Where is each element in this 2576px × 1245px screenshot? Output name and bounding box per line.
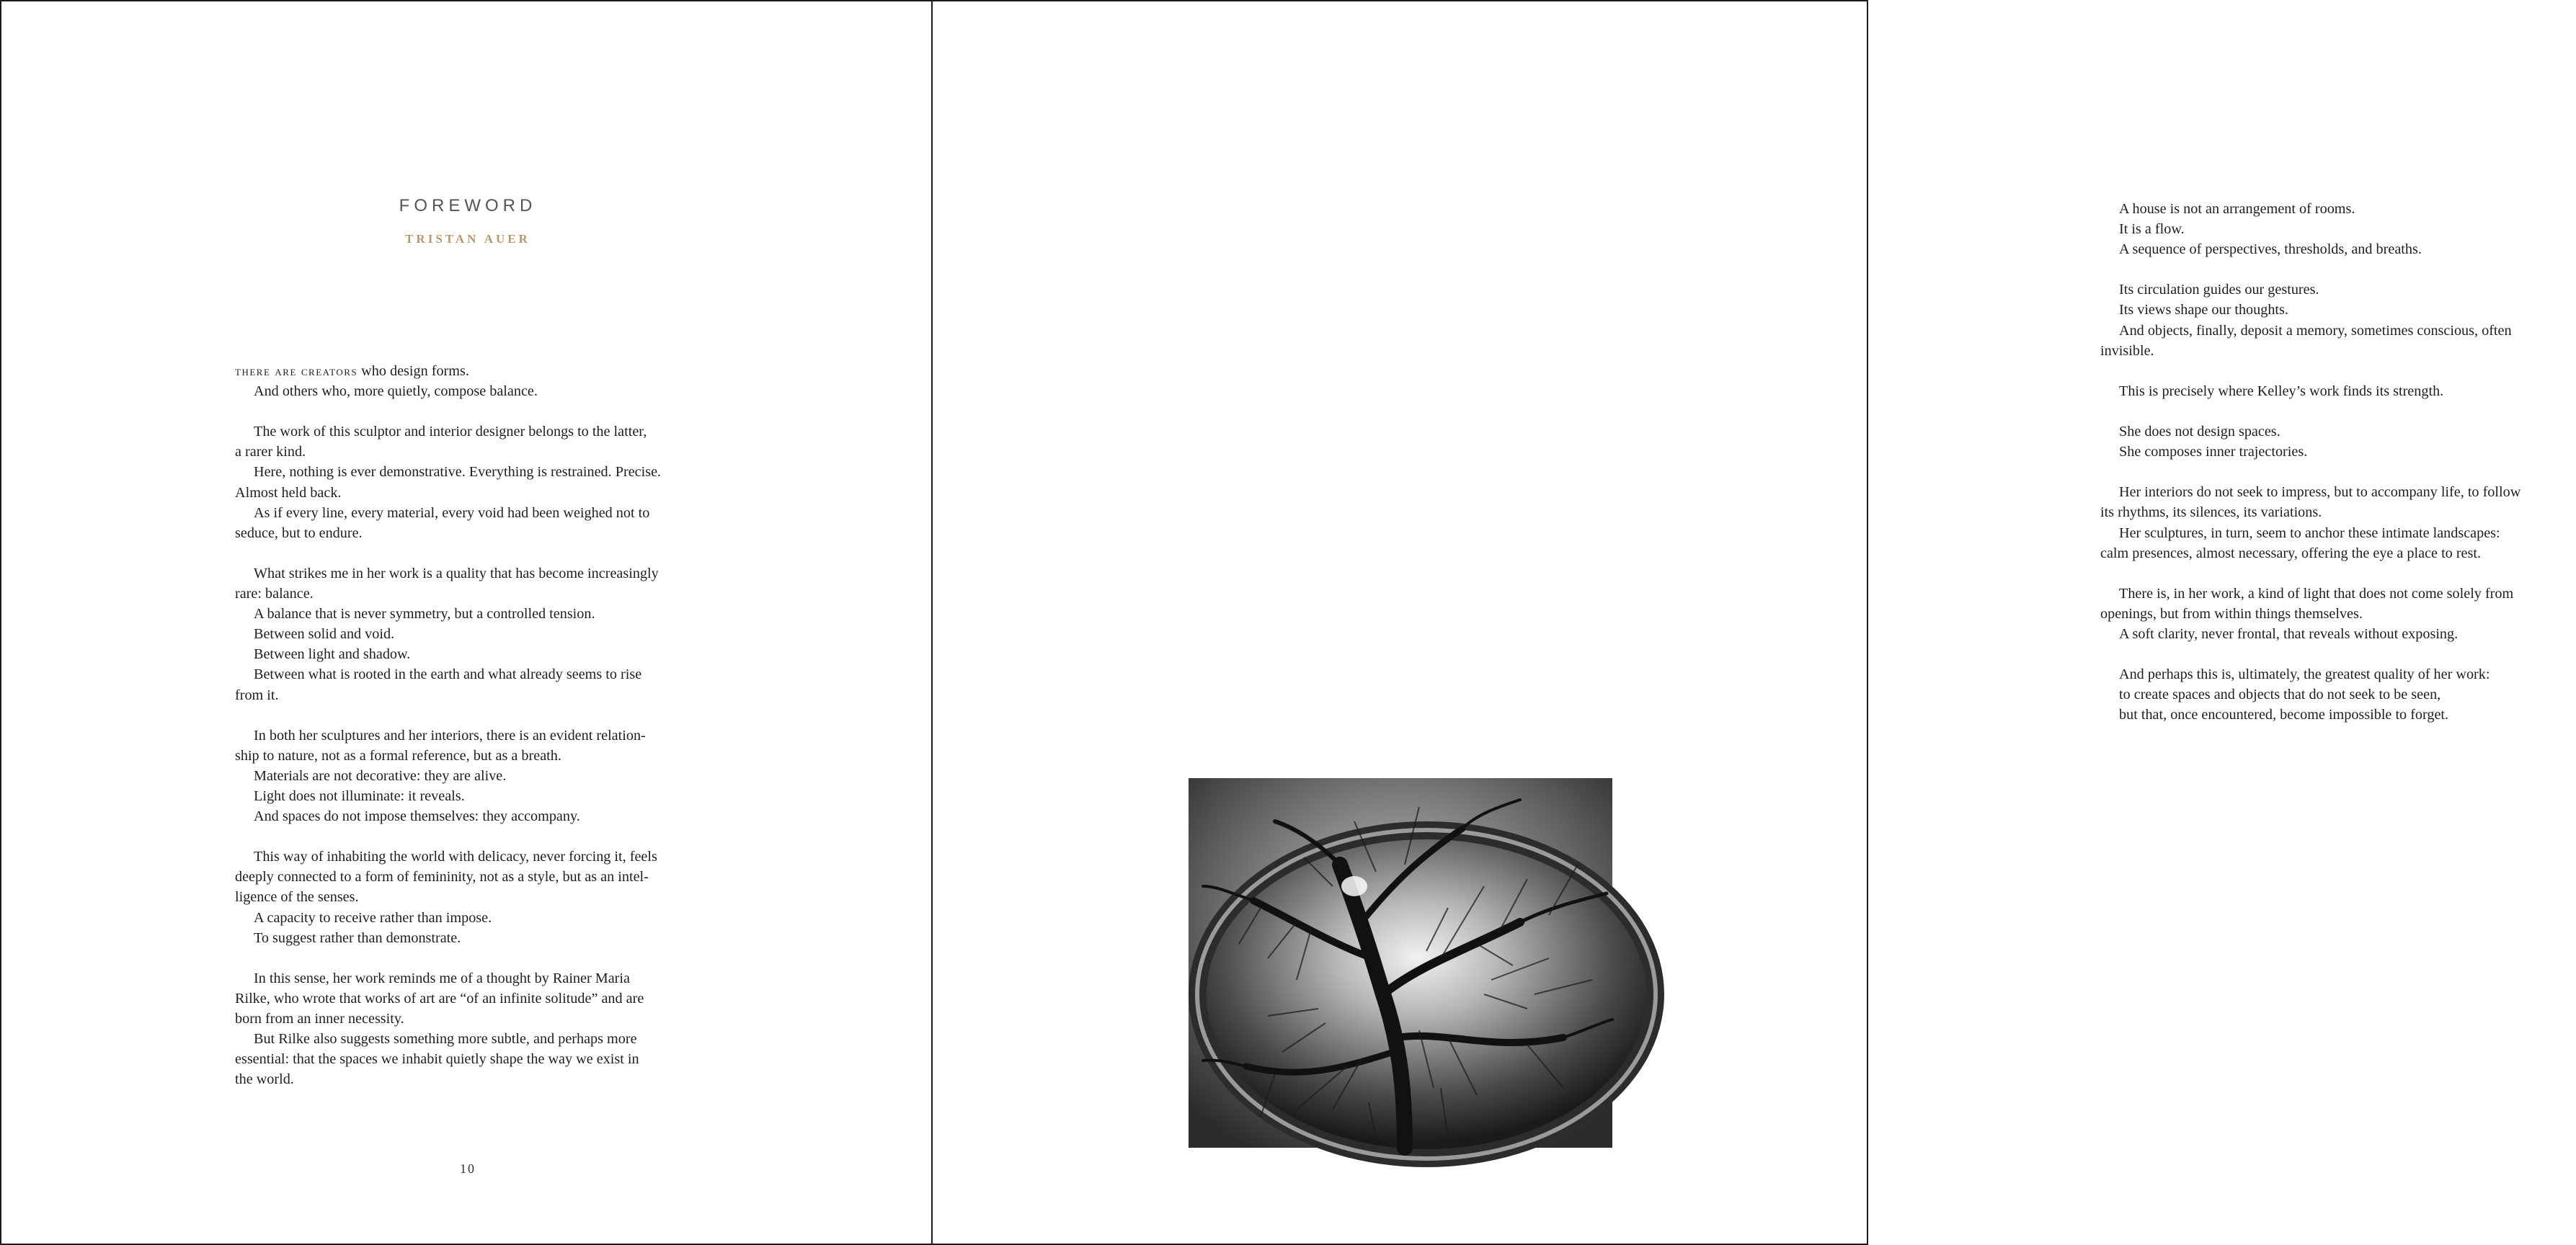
text-line [235,1049,711,1069]
line-text: its rhythms, its silences, its variations. [2100,504,2322,521]
text-line [235,726,711,746]
line-text: And perhaps this is, ultimately, the greatest quality of her work: [2119,666,2490,683]
paragraph [2100,664,2576,725]
line-text: ligence of the senses. [235,889,359,906]
text-line [2100,664,2576,684]
line-text: To suggest rather than demonstrate. [254,929,461,946]
text-line [2100,300,2576,320]
text-line [235,806,711,826]
text-line [235,1009,711,1029]
text-line [2100,442,2576,462]
line-text: Almost held back. [235,484,342,501]
paragraph [2100,199,2576,259]
line-text: In both her sculptures and her interiors, there is an evident relation- [254,727,646,744]
line-text: from it. [235,687,279,703]
line-text: She does not design spaces. [2119,424,2280,440]
tree-reflection-photo [1189,778,1612,1148]
line-text: Rilke, who wrote that works of art are “of an infinite solitude” and are [235,990,644,1007]
line-text: A soft clarity, never frontal, that reveals without exposing. [2119,625,2459,642]
text-line [2100,321,2576,341]
paragraph [235,421,711,543]
line-text: Her sculptures, in turn, seem to anchor these intimate landscapes: [2119,525,2500,541]
line-text: She composes inner trajectories. [2119,444,2308,460]
text-line [235,1029,711,1049]
text-line [2100,502,2576,522]
line-text: And others who, more quietly, compose balance. [254,383,538,400]
line-text: born from an inner necessity. [235,1011,404,1027]
text-line [235,442,711,462]
paragraph [2100,381,2576,401]
text-line [235,685,711,705]
text-line [235,421,711,442]
line-text: This is precisely where Kelley’s work finds its strength. [2119,383,2444,399]
text-line [235,968,711,989]
text-line [235,847,711,867]
author-name: TRISTAN AUER [405,232,530,246]
right-body-text [2100,199,2576,746]
line-text: There is, in her work, a kind of light that does not come solely from [2119,585,2514,602]
text-line [235,462,711,482]
line-text: A balance that is never symmetry, but a controlled tension. [254,606,595,622]
line-text: openings, but from within things themselves. [2100,605,2363,622]
paragraph [235,968,711,1090]
line-text: calm presences, almost necessary, offering the eye a place to rest. [2100,545,2482,561]
line-text: deeply connected to a form of femininity, not as a style, but as an intel- [235,869,649,885]
line-text: Between solid and void. [254,626,395,643]
line-text: Its views shape our thoughts. [2119,302,2288,318]
text-line [235,1069,711,1089]
text-line [235,887,711,907]
text-line [235,908,711,928]
text-line [235,483,711,503]
line-text: rare: balance. [235,586,314,602]
text-line [235,766,711,786]
paragraph [235,361,711,401]
text-line [235,644,711,664]
line-text: A capacity to receive rather than impose. [254,909,492,926]
line-text: but that, once encountered, become impossible to forget. [2119,707,2449,723]
line-text: A sequence of perspectives, thresholds, and breaths. [2119,241,2422,258]
text-line [235,664,711,684]
line-text: essential: that the spaces we inhabit quietly shape the way we exist in [235,1051,639,1068]
paragraph [2100,584,2576,644]
text-line [235,624,711,644]
line-text: Light does not illuminate: it reveals. [254,787,465,804]
line-text: Between light and shadow. [254,646,411,663]
text-line [2100,341,2576,361]
text-line [2100,684,2576,705]
paragraph [235,563,711,705]
line-text: ship to nature, not as a formal reference, but as a breath. [235,747,561,764]
line-text: And objects, finally, deposit a memory, sometimes conscious, often [2119,322,2512,339]
text-line [235,381,711,401]
line-text: who design forms. [357,363,469,379]
paragraph [2100,280,2576,360]
line-text: Its circulation guides our gestures. [2119,282,2319,298]
text-line [2100,543,2576,563]
text-line [2100,604,2576,624]
text-line [2100,219,2576,239]
line-text: the world. [235,1071,294,1088]
text-line [235,746,711,766]
line-text: It is a flow. [2119,221,2185,238]
text-line [235,604,711,624]
chapter-title: FOREWORD [399,196,537,215]
text-line [235,867,711,887]
text-line [2100,239,2576,259]
left-page [0,0,933,1245]
line-text: As if every line, every material, every void had been weighed not to [254,504,650,521]
text-line [2100,624,2576,644]
photo-illustration [1189,778,1612,1148]
line-text: A house is not an arrangement of rooms. [2119,201,2355,217]
text-line [235,503,711,523]
line-text: Materials are not decorative: they are alive. [254,767,507,784]
text-line [235,786,711,806]
text-line [2100,280,2576,300]
line-text: seduce, but to endure. [235,525,363,541]
text-line [2100,482,2576,502]
paragraph [2100,421,2576,462]
paragraph [2100,482,2576,563]
text-line [2100,381,2576,401]
line-text: This way of inhabiting the world with delicacy, never forcing it, feels [254,849,657,865]
line-text: And spaces do not impose themselves: they accompany. [254,808,580,825]
text-line [235,523,711,543]
text-line [2100,523,2576,543]
paragraph [235,847,711,947]
line-text: What strikes me in her work is a quality that has become increasingly [254,565,659,581]
line-text: a rarer kind. [235,444,306,460]
line-text: Here, nothing is ever demonstrative. Everything is restrained. Precise. [254,464,662,481]
text-line [235,989,711,1009]
line-text: The work of this sculptor and interior designer belongs to the latter, [254,424,647,440]
text-line [235,361,711,381]
line-text: But Rilke also suggests something more subtle, and perhaps more [254,1031,637,1048]
text-line [2100,199,2576,219]
page-number: 10 [460,1161,476,1176]
text-line [235,928,711,948]
line-text: to create spaces and objects that do not seek to be seen, [2119,687,2441,703]
lead-in: there are creators [235,364,358,378]
text-line [2100,705,2576,725]
line-text: invisible. [2100,342,2154,359]
text-line [235,584,711,604]
text-line [2100,584,2576,604]
paragraph [235,726,711,826]
line-text: Between what is rooted in the earth and what already seems to rise [254,666,642,683]
line-text: Her interiors do not seek to impress, but to accompany life, to follow [2119,484,2521,501]
left-body-text [235,361,711,1110]
line-text: In this sense, her work reminds me of a thought by Rainer Maria [254,970,630,986]
text-line [235,563,711,584]
text-line [2100,421,2576,442]
